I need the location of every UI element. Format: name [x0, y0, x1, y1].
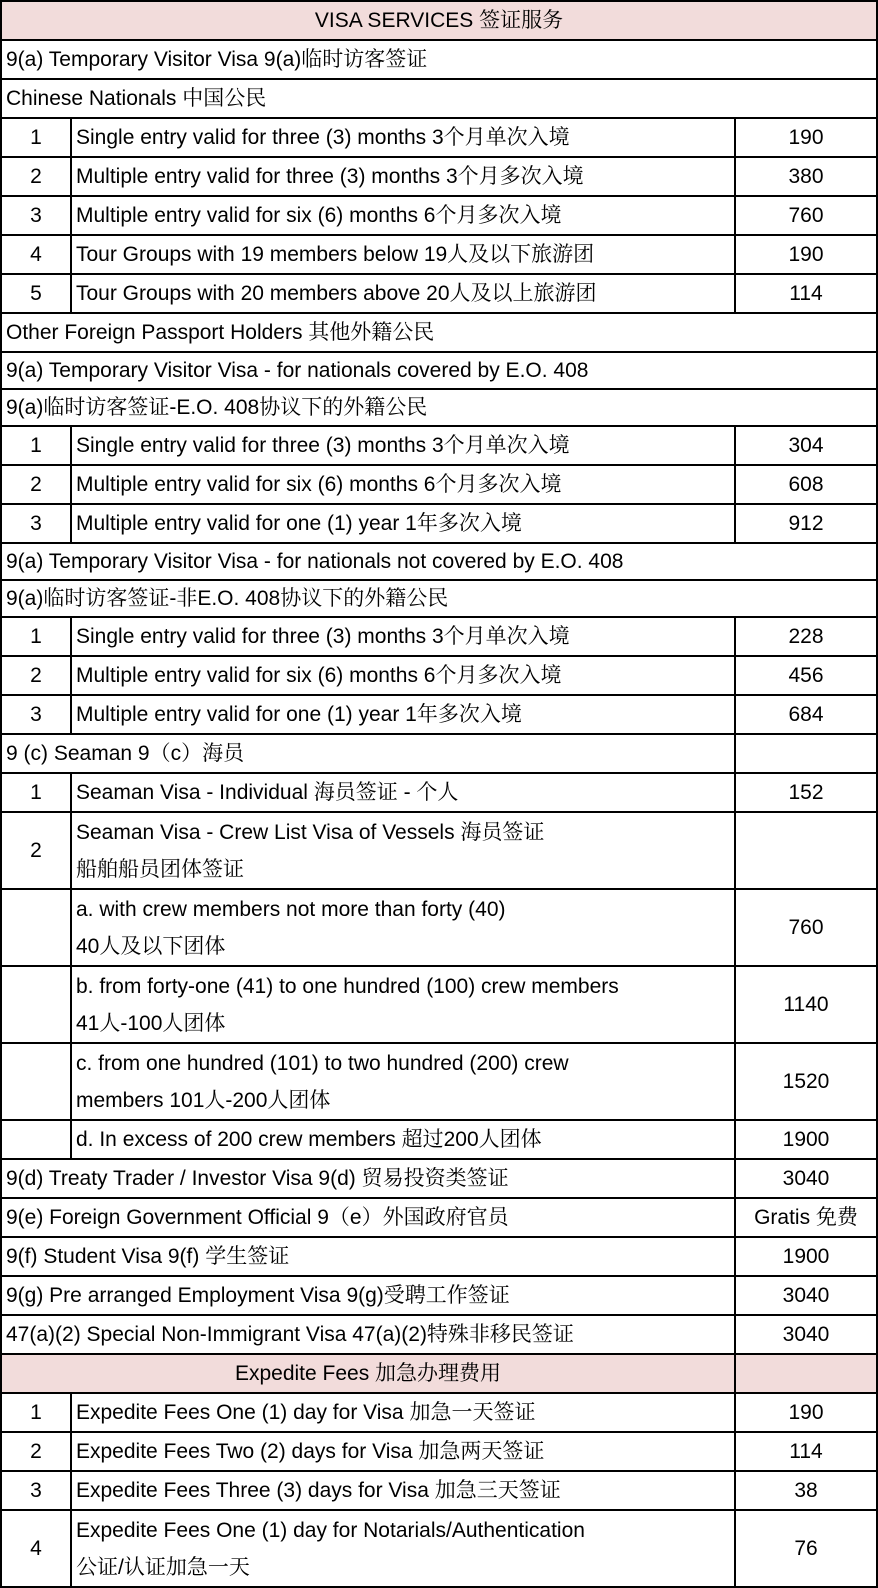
row-number: 1: [1, 1393, 71, 1432]
row-fee: 760: [735, 889, 877, 966]
row-description-line: 40人及以下团体: [76, 934, 226, 958]
table-row: [1, 118, 877, 157]
group-heading-row: [1, 79, 877, 118]
table-row: [1, 1471, 877, 1510]
subgroup-heading-row: [1, 352, 877, 389]
row-fee: 456: [735, 656, 877, 695]
empty-cell: [1, 1043, 71, 1120]
row-fee: 3040: [735, 1276, 877, 1315]
row-fee: 152: [735, 773, 877, 812]
section-heading-seaman: 9 (c) Seaman 9（c）海员: [1, 734, 735, 773]
row-description-line: Expedite Fees One (1) day for Notarials/Authentication: [76, 1518, 585, 1542]
row-description: Single entry valid for three (3) months 3个月单次入境: [71, 426, 735, 465]
row-description: Single entry valid for three (3) months 3个月单次入境: [71, 617, 735, 656]
empty-cell: [1, 966, 71, 1043]
row-number: 1: [1, 426, 71, 465]
empty-cell: [735, 812, 877, 889]
row-fee: 1520: [735, 1043, 877, 1120]
table-row: [1, 656, 877, 695]
empty-cell: [735, 734, 877, 773]
row-description: 9(g) Pre arranged Employment Visa 9(g)受聘工作签证: [1, 1276, 735, 1315]
table-row: [1, 966, 877, 1043]
table-row: [1, 617, 877, 656]
row-number: 1: [1, 617, 71, 656]
table-row: [1, 426, 877, 465]
subgroup-heading-covered-cn: 9(a)临时访客签证-E.O. 408协议下的外籍公民: [1, 389, 877, 426]
row-description: [71, 812, 735, 889]
row-description: 47(a)(2) Special Non-Immigrant Visa 47(a)(2)特殊非移民签证: [1, 1315, 735, 1354]
row-description: [71, 889, 735, 966]
row-description: Expedite Fees Three (3) days for Visa 加急三天签证: [71, 1471, 735, 1510]
row-description: [71, 966, 735, 1043]
row-number: 3: [1, 695, 71, 734]
row-description-line: 41人-100人团体: [76, 1011, 226, 1035]
row-number: 1: [1, 118, 71, 157]
empty-cell: [1, 1120, 71, 1159]
row-description-line: 公证/认证加急一天: [76, 1555, 250, 1579]
section-heading-row: [1, 734, 877, 773]
row-description: Expedite Fees One (1) day for Visa 加急一天签证: [71, 1393, 735, 1432]
row-description: 9(f) Student Visa 9(f) 学生签证: [1, 1237, 735, 1276]
row-number: 4: [1, 1510, 71, 1587]
table-row: [1, 695, 877, 734]
row-fee: 912: [735, 504, 877, 543]
empty-cell: [735, 1354, 877, 1393]
subgroup-heading-not-covered-cn: 9(a)临时访客签证-非E.O. 408协议下的外籍公民: [1, 580, 877, 617]
row-fee: 684: [735, 695, 877, 734]
row-description: Multiple entry valid for one (1) year 1年多次入境: [71, 504, 735, 543]
row-fee: 190: [735, 118, 877, 157]
section-heading-expedite: Expedite Fees 加急办理费用: [1, 1354, 735, 1393]
table-row: [1, 157, 877, 196]
row-fee: 3040: [735, 1159, 877, 1198]
row-fee: 76: [735, 1510, 877, 1587]
row-description: Seaman Visa - Individual 海员签证 - 个人: [71, 773, 735, 812]
row-description: 9(e) Foreign Government Official 9（e）外国政府官员: [1, 1198, 735, 1237]
section-heading-9a: 9(a) Temporary Visitor Visa 9(a)临时访客签证: [1, 40, 877, 79]
empty-cell: [1, 889, 71, 966]
row-number: 2: [1, 812, 71, 889]
table-row: [1, 1120, 877, 1159]
row-description: Multiple entry valid for one (1) year 1年多次入境: [71, 695, 735, 734]
row-number: 2: [1, 656, 71, 695]
row-fee: 760: [735, 196, 877, 235]
table-row: [1, 812, 877, 889]
table-row: [1, 1432, 877, 1471]
row-description: Expedite Fees Two (2) days for Visa 加急两天签证: [71, 1432, 735, 1471]
subgroup-heading-row: [1, 580, 877, 617]
section-heading-row: [1, 40, 877, 79]
section-heading-row: [1, 1354, 877, 1393]
row-fee: 190: [735, 235, 877, 274]
row-fee: 38: [735, 1471, 877, 1510]
table-row: [1, 504, 877, 543]
row-description: Multiple entry valid for six (6) months 6个月多次入境: [71, 656, 735, 695]
subgroup-heading-row: [1, 389, 877, 426]
row-description: Multiple entry valid for six (6) months 6个月多次入境: [71, 196, 735, 235]
row-description-line: members 101人-200人团体: [76, 1088, 331, 1112]
row-number: 4: [1, 235, 71, 274]
row-number: 2: [1, 1432, 71, 1471]
table-title-row: [1, 1, 877, 40]
table-row: [1, 274, 877, 313]
row-description-line: 船舶船员团体签证: [76, 857, 244, 881]
row-fee: 114: [735, 274, 877, 313]
group-heading-chinese-nationals: Chinese Nationals 中国公民: [1, 79, 877, 118]
table-row: [1, 235, 877, 274]
row-description-line: b. from forty-one (41) to one hundred (100) crew members: [76, 974, 619, 998]
group-heading-row: [1, 313, 877, 352]
row-fee: 304: [735, 426, 877, 465]
table-row: [1, 1276, 877, 1315]
row-fee: 228: [735, 617, 877, 656]
table-row: [1, 465, 877, 504]
row-fee: 380: [735, 157, 877, 196]
row-description-line: c. from one hundred (101) to two hundred (200) crew: [76, 1051, 569, 1075]
row-description: Single entry valid for three (3) months 3个月单次入境: [71, 118, 735, 157]
row-description: d. In excess of 200 crew members 超过200人团体: [71, 1120, 735, 1159]
subgroup-heading-covered-en: 9(a) Temporary Visitor Visa - for nationals covered by E.O. 408: [1, 352, 877, 389]
row-description: Tour Groups with 19 members below 19人及以下旅游团: [71, 235, 735, 274]
table-row: [1, 1510, 877, 1587]
row-fee: 608: [735, 465, 877, 504]
row-number: 5: [1, 274, 71, 313]
row-number: 2: [1, 465, 71, 504]
row-description: [71, 1510, 735, 1587]
table-row: [1, 1315, 877, 1354]
row-description: 9(d) Treaty Trader / Investor Visa 9(d) 贸易投资类签证: [1, 1159, 735, 1198]
table-title: VISA SERVICES 签证服务: [1, 1, 877, 40]
row-description: Multiple entry valid for three (3) months 3个月多次入境: [71, 157, 735, 196]
row-fee: 1140: [735, 966, 877, 1043]
row-fee: 190: [735, 1393, 877, 1432]
row-description: [71, 1043, 735, 1120]
table-row: [1, 1393, 877, 1432]
table-row: [1, 773, 877, 812]
table-row: [1, 889, 877, 966]
subgroup-heading-row: [1, 543, 877, 580]
row-description: Tour Groups with 20 members above 20人及以上旅游团: [71, 274, 735, 313]
row-description-line: a. with crew members not more than forty (40): [76, 897, 506, 921]
row-number: 3: [1, 504, 71, 543]
table-row: [1, 196, 877, 235]
group-heading-other-foreign: Other Foreign Passport Holders 其他外籍公民: [1, 313, 877, 352]
row-fee: 1900: [735, 1237, 877, 1276]
row-number: 1: [1, 773, 71, 812]
table-row: [1, 1043, 877, 1120]
row-number: 3: [1, 196, 71, 235]
table-row: [1, 1237, 877, 1276]
row-fee: 3040: [735, 1315, 877, 1354]
row-number: 2: [1, 157, 71, 196]
subgroup-heading-not-covered-en: 9(a) Temporary Visitor Visa - for nationals not covered by E.O. 408: [1, 543, 877, 580]
row-fee: 114: [735, 1432, 877, 1471]
row-fee: 1900: [735, 1120, 877, 1159]
table-row: [1, 1198, 877, 1237]
row-fee: Gratis 免费: [735, 1198, 877, 1237]
row-description: Multiple entry valid for six (6) months 6个月多次入境: [71, 465, 735, 504]
table-row: [1, 1159, 877, 1198]
row-number: 3: [1, 1471, 71, 1510]
row-description-line: Seaman Visa - Crew List Visa of Vessels 海员签证: [76, 820, 545, 844]
